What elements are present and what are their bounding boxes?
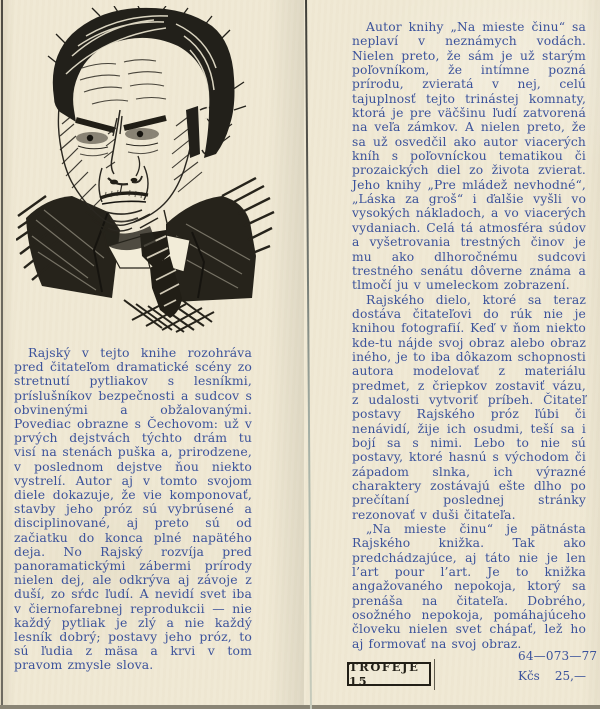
catalog-number: 64—073—77 (518, 649, 598, 663)
right-column-paragraph-1: Autor knihy „Na mieste činu“ sa neplaví v neznámych vodách. Nielen preto, že sám je už starým poľovníkom, že intímne pozná prírodu, zvieratá v nej, celú tajuplnosť tejto trinástej komnaty, ktorá je pre väčšinu ľudí zatvorená na veľa zámkov. A nielen preto, že sa už osvedčil ako autor viacerých kníh s poľovníckou tematikou či prozaických diel zo života zvierat. Jeho knihy „Pre mládež nevhodné“, „Láska za groš“ i ďalšie vyšli vo vysokých nákladoch, a vo viacerých vydaniach. Celá tá atmosféra súdov a vyšetrovania trestných činov je mu ako dlhoročnému sudcovi trestného senátu dôverne známa a tlmočí ju v umeleckom zobrazení. (352, 20, 586, 293)
suit-left (16, 196, 120, 298)
left-column-paragraph: Rajský v tejto knihe rozohráva pred čitateľom dramatické scény zo stretnutí pytliakov s lesníkmi, príslušníkov bezpečnosti a sudcov s obvinenými a obžalovanými. Povediac obrazne s Čechovom: už v prvých dejstvách týchto drám tu visí na stenách puška a, prirodzene, v poslednom dejstve ňou niekto vystrelí. Autor aj v tomto svojom diele dokazuje, že vie komponovať, stavby jeho próz sú vybrúsené a disciplinované, aj preto sú od začiatku do konca plné napätého deja. No Rajský rozvíja pred panoramatickými zábermi prírody nielen dej, ale odkrýva aj závoje z duší, zo sŕdc ľudí. A nevidí svet iba v čiernofarebnej reprodukcii — nie každý pytliak je zlý a nie každý lesník dobrý; postavy jeho próz, to sú ľudia z mäsa a krvi v tom pravom zmysle slova. (14, 345, 252, 673)
right-column (352, 20, 586, 651)
portrait-drawing (16, 6, 286, 341)
catalog-pricing (518, 649, 598, 683)
print-mark-line (434, 659, 435, 690)
price-amount: 25,— (554, 669, 586, 683)
series-label-box (347, 662, 431, 686)
currency-label: Kčs (518, 669, 540, 683)
paper-left-edge (1, 0, 3, 705)
author-portrait-sketch (16, 6, 286, 341)
center-fold-line (305, 0, 312, 709)
left-column (14, 346, 252, 673)
series-label: TROFEJE 15 (349, 660, 420, 688)
price-row (518, 670, 586, 682)
right-column-paragraph-3: „Na mieste činu“ je pätnásta Rajského knižka. Tak ako predchádzajúce, aj táto nie je len l’art pour l’art. Je to knižka angažovaného nepokoja, ktorý sa prenáša na čitateľa. Dobrého, osožného nepokoja, pomáhajúceho človeku nielen svet chápať, lež ho aj formovať na svoj obraz. (352, 522, 586, 651)
right-column-paragraph-2: Rajského dielo, ktoré sa teraz dostáva čitateľovi do rúk nie je knihou fotografií. Keď v ňom niekto kde-tu nájde svoj obraz alebo obraz iného, je to iba dôkazom schopnosti autora modelovať z materiálu predmet, z čriepkov zostaviť vázu, z udalosti vytvoriť príbeh. Čitateľ postavy Rajského próz ľúbi či nenávidí, žije ich osudmi, teší sa i bojí sa s nimi. Lebo to nie sú postavy, ktoré hasnú s východom či západom slnka, ich výrazné charaktery zostávajú ešte dlho po prečítaní poslednej stránky rezonovať v duši čitateľa. (352, 292, 586, 522)
